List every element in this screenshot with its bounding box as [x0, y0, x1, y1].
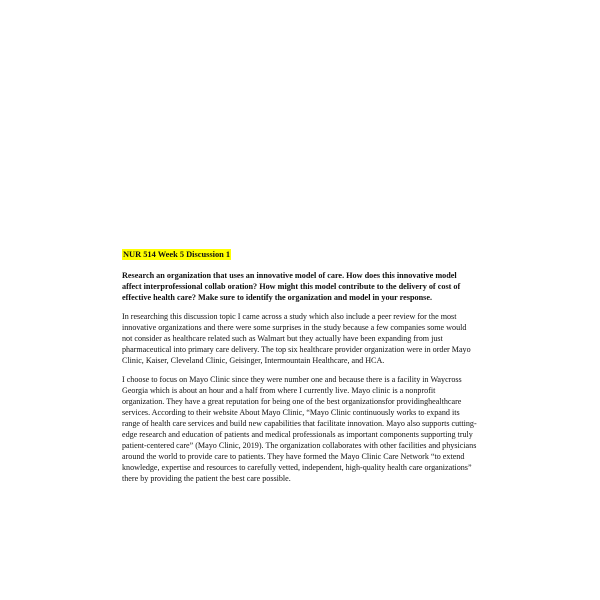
document-body	[122, 244, 478, 492]
document-title: NUR 514 Week 5 Discussion 1	[123, 250, 231, 259]
paragraph-2: I choose to focus on Mayo Clinic since they were number one and because there is a facility in Waycross Georgia which is about an hour and a half from where I currently live. Mayo clinic is a nonprofit organization. They have a great reputation for being one of the best organizationsfor providinghealthcare services. According to their website About Mayo Clinic, “Mayo Clinic continuously works to expand its range of health care services and build new capabilities that facilitate innovation. Mayo also supports cutting-edge research and education of patients and medical professionals as important components supporting truly patient-centered care” (Mayo Clinic, 2019). The organization collaborates with other facilities and physicians around the world to provide care to patients. They have formed the Mayo Clinic Care Network “to extend knowledge, expertise and resources to carefully vetted, independent, high-quality health care organizations” there by providing the patient the best care possible.	[122, 375, 477, 483]
discussion-prompt: Research an organization that uses an innovative model of care. How does this innovative model affect interprofessional collab oration? How might this model contribute to the delivery of cost of effective health care? Make sure to identify the organization and model in your response.	[122, 271, 461, 302]
paragraph-1: In researching this discussion topic I came across a study which also include a peer review for the most innovative organizations and there were some surprises in the study because a few companies some would not consider as healthcare related such as Walmart but they actually have been expanding from just pharmaceutical into primary care delivery. The top six healthcare provider organization were in order Mayo Clinic, Kaiser, Cleveland Clinic, Geisinger, Intermountain Healthcare, and HCA.	[122, 312, 471, 365]
